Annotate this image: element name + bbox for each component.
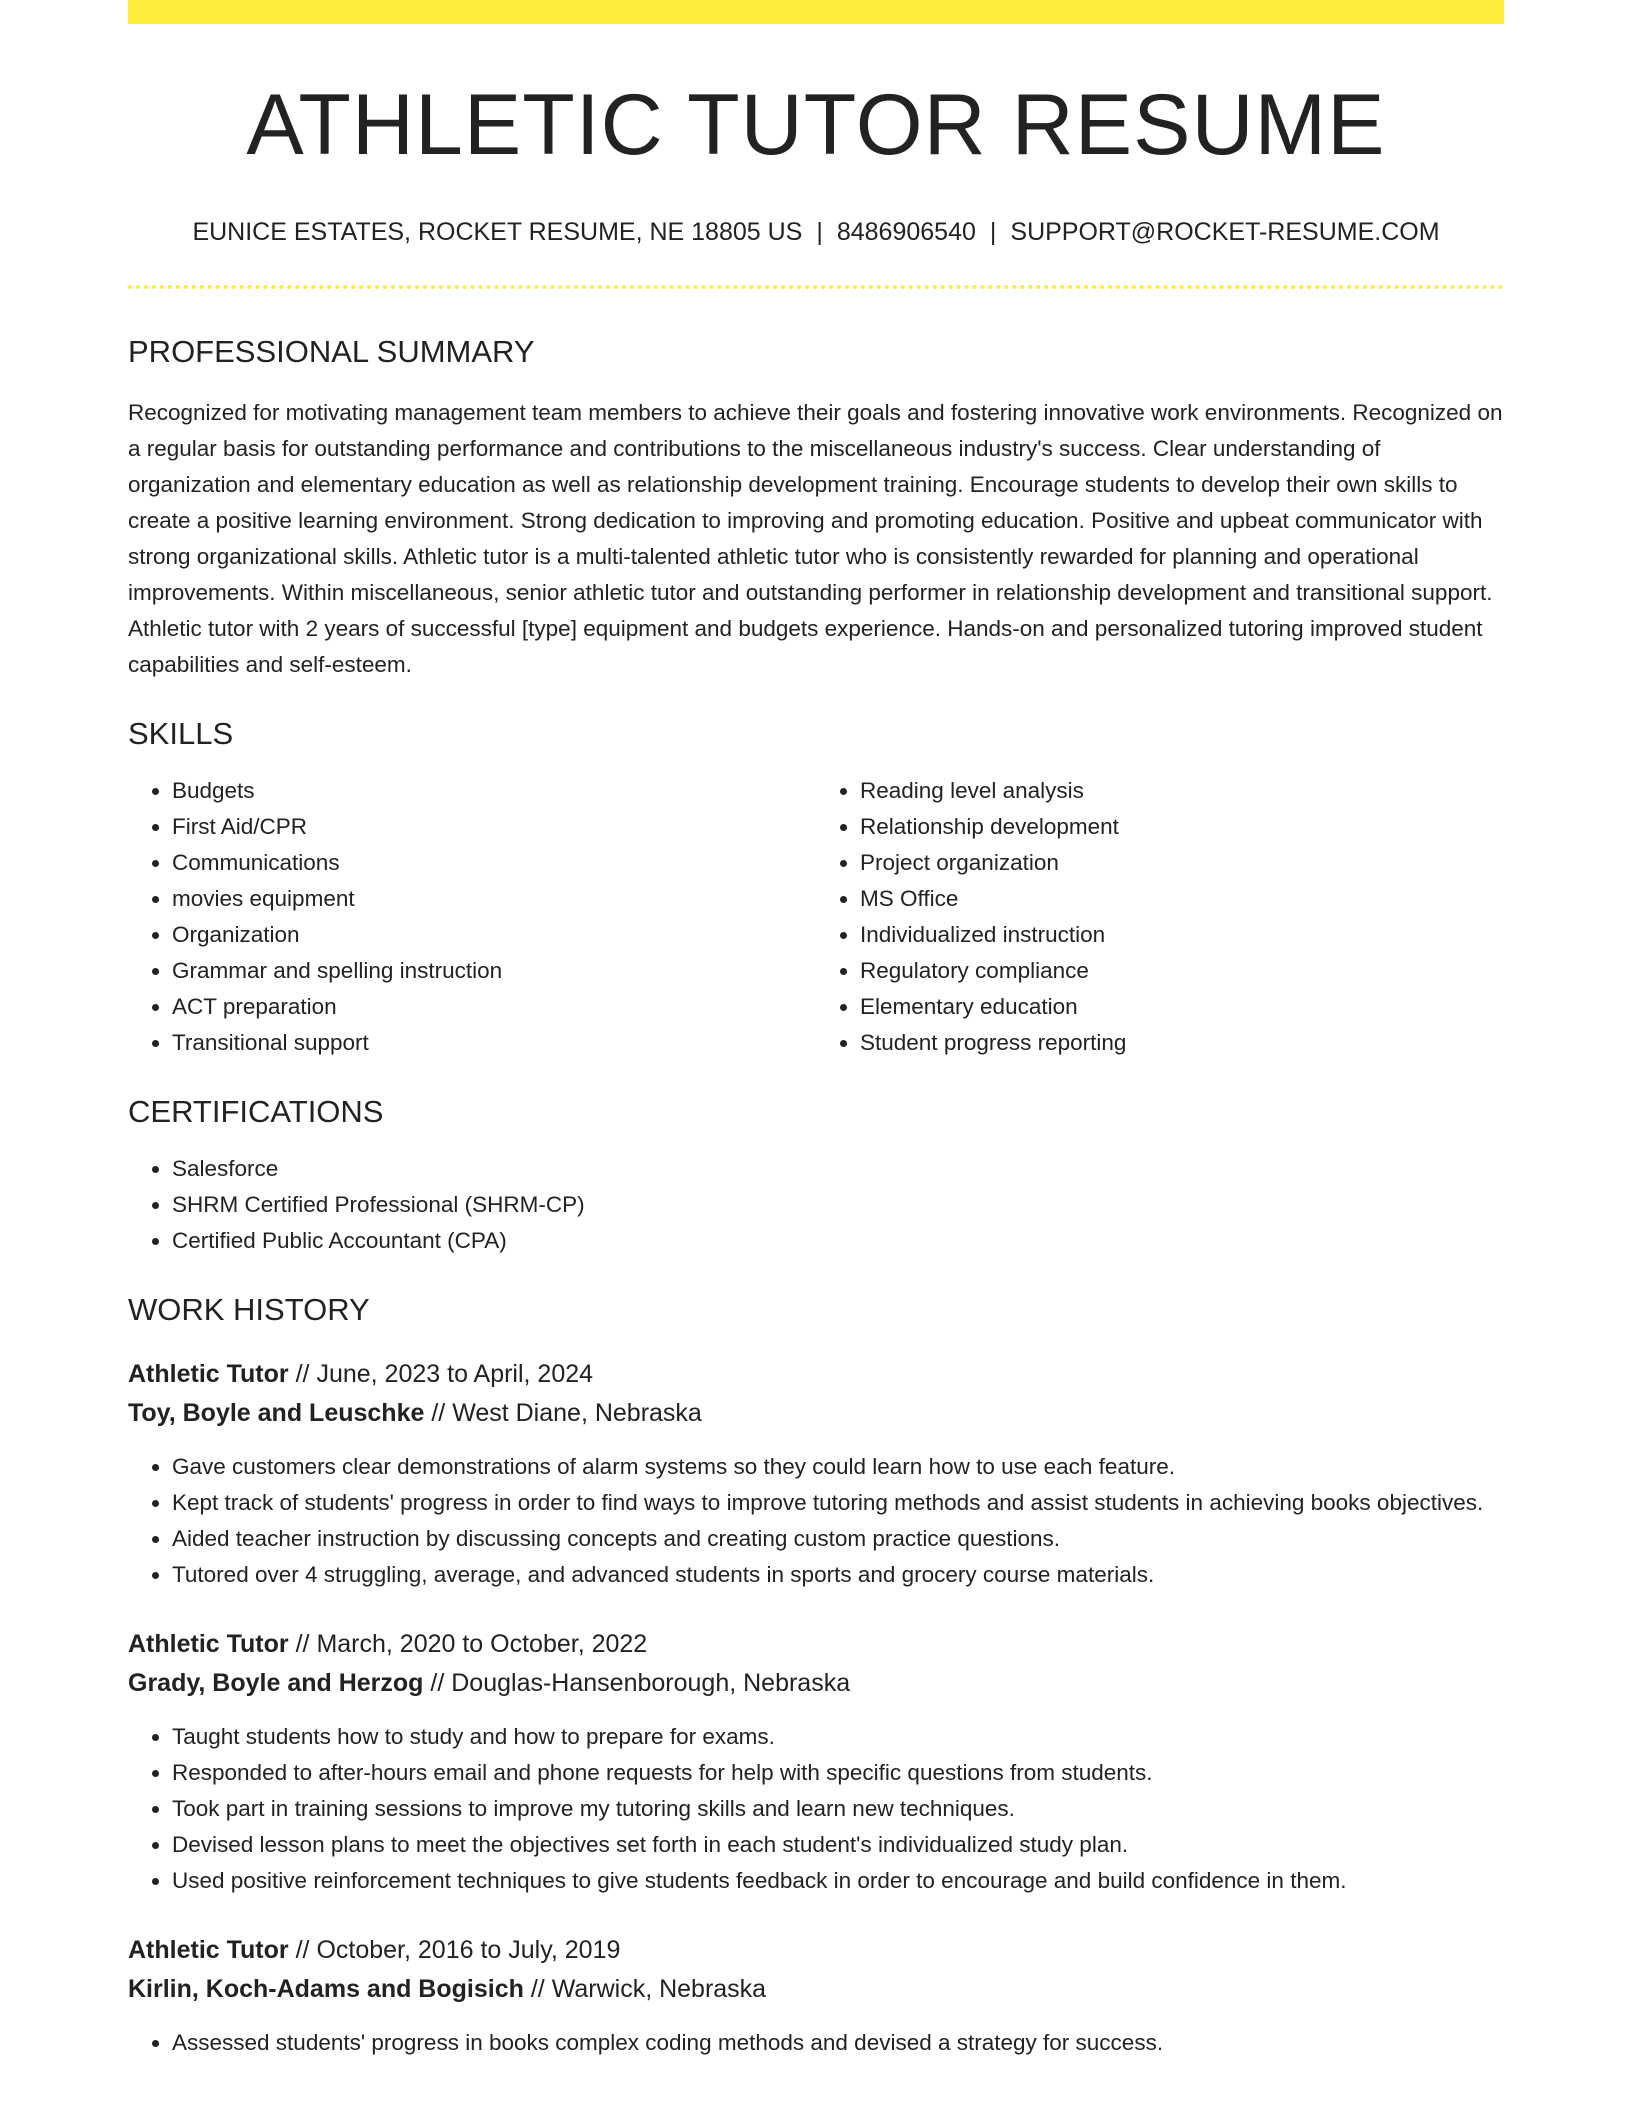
job-company: Grady, Boyle and Herzog (128, 1668, 424, 1697)
skill-item: • Organization (172, 917, 816, 953)
skill-item: • First Aid/CPR (172, 809, 816, 845)
contact-separator: | (989, 217, 997, 246)
summary-text: Recognized for motivating management team members to achieve their goals and fostering innovative work environments. Recognized on a regular basis for outstanding performance and contributions to the miscellaneous industry's success. Clear understanding of organization and elementary education as well as relationship development training. Encourage students to develop their own skills to create a positive learning environment. Strong dedication to improving and promoting education. Positive and upbeat communicator with strong organizational skills. Athletic tutor is a multi-talented athletic tutor who is consistently rewarded for planning and operational improvements. Within miscellaneous, senior athletic tutor and outstanding performer in relationship development and transitional support. Athletic tutor with 2 years of successful [type] equipment and budgets experience. Hands-on and personalized tutoring improved student capabilities and self-esteem. (128, 399, 1503, 677)
certification-item: • SHRM Certified Professional (SHRM-CP) (172, 1187, 1504, 1223)
certification-item: • Certified Public Accountant (CPA) (172, 1223, 1504, 1259)
contact-address: EUNICE ESTATES, ROCKET RESUME, NE 18805 US (192, 217, 803, 246)
job-company-line (128, 1970, 1504, 2009)
job-bullet: • Used positive reinforcement techniques to give students feedback in order to encourage and build confidence in them. (172, 1863, 1504, 1899)
job-separator: // (530, 1974, 545, 2003)
resume-title: ATHLETIC TUTOR RESUME (246, 77, 1386, 173)
job-bullet: • Aided teacher instruction by discussing concepts and creating custom practice questions. (172, 1521, 1504, 1557)
job-location: West Diane, Nebraska (452, 1398, 702, 1427)
job-entry (128, 1931, 1504, 2061)
certifications-list (128, 1151, 1504, 1259)
job-location: Douglas-Hansenborough, Nebraska (451, 1668, 851, 1697)
job-title: Athletic Tutor (128, 1629, 289, 1658)
job-separator: // (295, 1935, 310, 1964)
skill-item: • Communications (172, 845, 816, 881)
skill-item: • MS Office (860, 881, 1504, 917)
skill-item: • Individualized instruction (860, 917, 1504, 953)
job-dates: March, 2020 to October, 2022 (316, 1629, 648, 1658)
job-bullet: • Took part in training sessions to improve my tutoring skills and learn new techniques. (172, 1791, 1504, 1827)
job-dates: June, 2023 to April, 2024 (316, 1359, 594, 1388)
job-company-line (128, 1664, 1504, 1703)
job-title-line (128, 1931, 1504, 1970)
job-bullets (128, 1719, 1504, 1899)
job-title: Athletic Tutor (128, 1359, 289, 1388)
skill-item: • Student progress reporting (860, 1025, 1504, 1061)
contact-separator: | (816, 217, 823, 246)
job-entry (128, 1355, 1504, 1593)
skills-left-list (128, 773, 816, 1061)
job-bullets (128, 2025, 1504, 2061)
job-dates: October, 2016 to July, 2019 (316, 1935, 621, 1964)
summary-heading: PROFESSIONAL SUMMARY (128, 333, 535, 369)
job-separator: // (295, 1359, 310, 1388)
skill-item: • Elementary education (860, 989, 1504, 1025)
job-bullet: • Tutored over 4 struggling, average, and advanced students in sports and grocery course materials. (172, 1557, 1504, 1593)
contact-email: SUPPORT@ROCKET-RESUME.COM (1010, 217, 1440, 246)
contact-line (128, 217, 1504, 247)
skill-item: • Relationship development (860, 809, 1504, 845)
job-company-line (128, 1394, 1504, 1433)
job-bullet: • Kept track of students' progress in order to find ways to improve tutoring methods and assist students in achieving books objectives. (172, 1485, 1504, 1521)
job-bullet: • Gave customers clear demonstrations of alarm systems so they could learn how to use each feature. (172, 1449, 1504, 1485)
dotted-divider (128, 285, 1504, 289)
skills-heading: SKILLS (128, 715, 234, 751)
job-bullet: • Responded to after-hours email and phone requests for help with specific questions from students. (172, 1755, 1504, 1791)
skill-item: • Budgets (172, 773, 816, 809)
job-title: Athletic Tutor (128, 1935, 289, 1964)
skill-item: • Reading level analysis (860, 773, 1504, 809)
job-bullet: • Taught students how to study and how to prepare for exams. (172, 1719, 1504, 1755)
job-entry (128, 1625, 1504, 1899)
job-separator: // (295, 1629, 310, 1658)
skills-right-list (816, 773, 1504, 1061)
certification-item: • Salesforce (172, 1151, 1504, 1187)
skill-item: • Regulatory compliance (860, 953, 1504, 989)
job-separator: // (431, 1398, 446, 1427)
certifications-heading: CERTIFICATIONS (128, 1093, 384, 1129)
resume-page (128, 0, 1504, 2061)
work-history-heading: WORK HISTORY (128, 1291, 370, 1327)
job-title-line (128, 1625, 1504, 1664)
job-title-line (128, 1355, 1504, 1394)
skills-grid (128, 773, 1504, 1061)
job-company: Kirlin, Koch-Adams and Bogisich (128, 1974, 524, 2003)
skill-item: • movies equipment (172, 881, 816, 917)
job-bullet: • Devised lesson plans to meet the objectives set forth in each student's individualized study plan. (172, 1827, 1504, 1863)
contact-phone: 8486906540 (836, 217, 976, 246)
skill-item: • Grammar and spelling instruction (172, 953, 816, 989)
skill-item: • ACT preparation (172, 989, 816, 1025)
job-separator: // (430, 1668, 445, 1697)
skill-item: • Project organization (860, 845, 1504, 881)
job-bullet: • Assessed students' progress in books complex coding methods and devised a strategy for success. (172, 2025, 1504, 2061)
job-location: Warwick, Nebraska (551, 1974, 767, 2003)
job-bullets (128, 1449, 1504, 1593)
job-company: Toy, Boyle and Leuschke (128, 1398, 425, 1427)
skill-item: • Transitional support (172, 1025, 816, 1061)
top-accent-bar (128, 0, 1504, 24)
